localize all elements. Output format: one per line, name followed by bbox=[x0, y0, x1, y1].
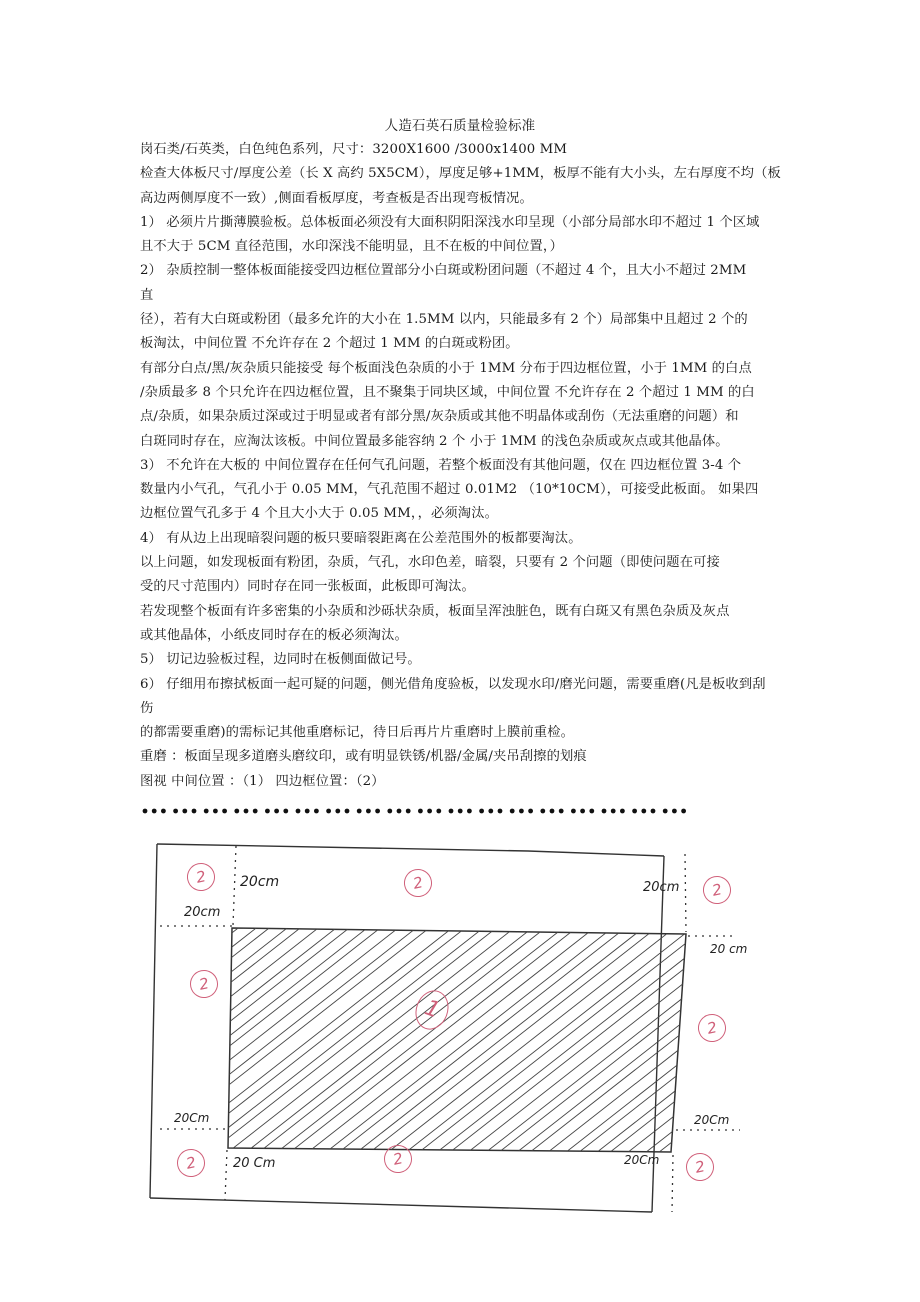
paragraph-line: 伤 bbox=[140, 700, 154, 716]
dimension-label: 20cm bbox=[184, 905, 221, 920]
zone-2-mark: 2 bbox=[184, 860, 217, 893]
zone-2-mark: 2 bbox=[683, 1150, 716, 1183]
zone-2-mark: 2 bbox=[187, 967, 220, 1000]
paragraph-line: 5） 切记边验板过程，边同时在板侧面做记号。 bbox=[140, 652, 421, 668]
paragraph-line: 点/杂质，如果杂质过深或过于明显或者有部分黑/灰杂质或其他不明晶体或刮伤（无法重磨的问题）和 bbox=[140, 409, 739, 425]
paragraph-line: 检查大体板尺寸/厚度公差（长 X 高约 5X5CM），厚度足够+1MM，板厚不能有大小头，左右厚度不均（板 bbox=[140, 166, 781, 182]
paragraph-line: 或其他晶体，小纸皮同时存在的板必须淘汰。 bbox=[140, 627, 408, 643]
paragraph-line: 以上问题，如发现板面有粉团，杂质，气孔，水印色差，暗裂，只要有 2 个问题（即使问题在可接 bbox=[140, 555, 720, 571]
dotted-divider bbox=[142, 802, 762, 814]
slab-outer-border bbox=[157, 844, 664, 856]
paragraph-line: 的都需要重磨)的需标记其他重磨标记，待日后再片片重磨时上膜前重检。 bbox=[140, 725, 574, 741]
zone-2-mark: 2 bbox=[695, 1011, 728, 1044]
paragraph-line: 2） 杂质控制一整体板面能接受四边框位置部分小白斑或粉团问题（不超过 4 个，且大小不超过 2MM bbox=[140, 263, 747, 279]
zone-2-mark: 2 bbox=[381, 1142, 414, 1175]
paragraph-line: 3） 不允许在大板的 中间位置存在任何气孔问题，若整个板面没有其他问题，仅在 四边框位置 3-4 个 bbox=[140, 457, 742, 473]
slab-outer-border bbox=[150, 844, 157, 1198]
paragraph-line: 1） 必须片片撕薄膜验板。总体板面必须没有大面积阴阳深浅水印呈现（小部分局部水印不超过 1 个区域 bbox=[140, 214, 760, 230]
paragraph-line: 图视 中间位置 ：（1） 四边框位置：（2） bbox=[140, 773, 385, 789]
center-zone-outline bbox=[228, 928, 686, 1152]
dimension-label: 20 cm bbox=[710, 942, 748, 956]
dimension-label: 20 Cm bbox=[233, 1156, 276, 1171]
paragraph-line: 边框位置气孔多于 4 个且大小大于 0.05 MM，，必须淘汰。 bbox=[140, 506, 498, 522]
zone-1-mark: 1 bbox=[410, 986, 454, 1035]
paragraph-line: 6） 仔细用布擦拭板面一起可疑的问题，侧光借角度验板，以发现水印/磨光问题，需要重磨(凡是板收到刮 bbox=[140, 676, 766, 692]
zone-2-mark: 2 bbox=[700, 873, 733, 906]
paragraph-line: /杂质最多 8 个只允许在四边框位置，且不聚集于同块区域，中间位置 不允许存在 2 个超过 1 MM 的白 bbox=[140, 384, 755, 400]
document-title: 人造石英石质量检验标准 bbox=[384, 118, 536, 134]
paragraph-line: 重磨 ：板面呈现多道磨头磨纹印，或有明显铁锈/机器/金属/夹吊刮擦的划痕 bbox=[140, 749, 587, 765]
dimension-label: 20Cm bbox=[624, 1153, 660, 1167]
dimension-label: 20Cm bbox=[694, 1113, 730, 1127]
zone-2-mark: 2 bbox=[401, 866, 434, 899]
paragraph-line: 数量内小气孔，气孔小于 0.05 MM，气孔范围不超过 0.01M2 （10*10CM），可接受此板面。 如果四 bbox=[140, 482, 759, 498]
dimension-label: 20Cm bbox=[174, 1111, 210, 1125]
paragraph-line: 高边两侧厚度不一致）,侧面看板厚度，考查板是否出现弯板情况。 bbox=[140, 190, 533, 206]
zone-2-mark: 2 bbox=[174, 1146, 207, 1179]
paragraph-line: 白斑同时存在，应淘汰该板。中间位置最多能容纳 2 个 小于 1MM 的浅色杂质或灰点或其他晶体。 bbox=[140, 433, 729, 449]
slab-outer-border bbox=[150, 1198, 652, 1212]
dotted-divider-graphic bbox=[142, 805, 762, 817]
dimension-label: 20cm bbox=[240, 874, 280, 890]
paragraph-line: 直 bbox=[140, 287, 154, 303]
paragraph-line: 4） 有从边上出现暗裂问题的板只要暗裂距离在公差范围外的板都要淘汰。 bbox=[140, 530, 582, 546]
paragraph-line: 径），若有大白斑或粉团（最多允许的大小在 1.5MM 以内，只能最多有 2 个）局部集中且超过 2 个的 bbox=[140, 312, 748, 328]
slab-diagram bbox=[140, 830, 780, 1230]
paragraph-line: 受的尺寸范围内）同时存在同一张板面，此板即可淘汰。 bbox=[140, 579, 475, 595]
document-body bbox=[140, 138, 800, 794]
dimension-label: 20cm bbox=[643, 880, 680, 895]
paragraph-line: 且不大于 5CM 直径范围，水印深浅不能明显，且不在板的中间位置，） bbox=[140, 239, 564, 255]
paragraph-line: 有部分白点/黑/灰杂质只能接受 每个板面浅色杂质的小于 1MM 分布于四边框位置，小于 1MM 的白点 bbox=[140, 360, 752, 376]
paragraph-line: 板淘汰，中间位置 不允许存在 2 个超过 1 MM 的白斑或粉团。 bbox=[140, 336, 519, 352]
paragraph-line: 若发现整个板面有许多密集的小杂质和沙砾状杂质，板面呈浑浊脏色，既有白斑又有黑色杂质及灰点 bbox=[140, 603, 730, 619]
paragraph-line: 岗石类/石英类，白色纯色系列，尺寸：3200X1600 /3000x1400 MM bbox=[140, 142, 568, 157]
